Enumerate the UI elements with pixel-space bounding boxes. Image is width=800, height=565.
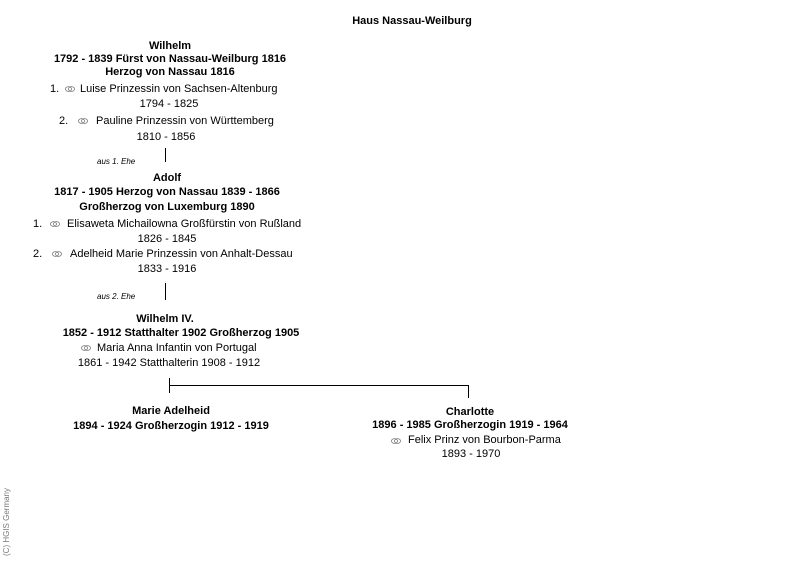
descent-line (165, 283, 166, 300)
gen2-spouse2-number: 2. (33, 248, 43, 260)
gen1-spouse1-name: Luise Prinzessin von Sachsen-Altenburg (80, 83, 278, 95)
gen1-spouse1-dates: 1794 - 1825 (139, 98, 199, 110)
gen1-line2: Herzog von Nassau 1816 (105, 66, 235, 78)
gen2-line2: Großherzog von Luxemburg 1890 (79, 201, 255, 213)
gen1-descent-note: aus 1. Ehe (97, 157, 136, 166)
gen2-descent-note: aus 2. Ehe (97, 292, 136, 301)
gen1-spouse2-name: Pauline Prinzessin von Württemberg (96, 115, 274, 127)
gen4-right-name: Charlotte (445, 406, 495, 418)
marriage-rings-icon (81, 345, 91, 351)
gen2-spouse2-name: Adelheid Marie Prinzessin von Anhalt-Dessau (70, 248, 293, 260)
gen2-name: Adolf (152, 172, 182, 184)
gen3-name: Wilhelm IV. (136, 313, 194, 325)
gen4-right-line1: 1896 - 1985 Großherzogin 1919 - 1964 (372, 419, 568, 431)
marriage-rings-icon (65, 86, 75, 92)
gen2-spouse1-number: 1. (33, 218, 43, 230)
copyright-notice: (C) HGIS Germany (2, 487, 11, 556)
descent-line (165, 148, 166, 162)
gen1-name: Wilhelm (148, 40, 192, 52)
marriage-rings-icon (78, 118, 88, 124)
gen4-right-spouse-dates: 1893 - 1970 (441, 448, 501, 460)
gen1-line1: 1792 - 1839 Fürst von Nassau-Weilburg 1816 (53, 53, 287, 65)
marriage-rings-icon (52, 251, 62, 257)
gen2-spouse2-dates: 1833 - 1916 (137, 263, 197, 275)
marriage-rings-icon (50, 221, 60, 227)
gen3-spouse-dates: 1861 - 1942 Statthalterin 1908 - 1912 (77, 357, 261, 369)
gen4-right-spouse-name: Felix Prinz von Bourbon-Parma (408, 434, 561, 446)
marriage-rings-icon (391, 438, 401, 444)
page-title: Haus Nassau-Weilburg (352, 15, 472, 27)
branch-line-right (468, 385, 469, 398)
gen1-spouse2-dates: 1810 - 1856 (136, 131, 196, 143)
gen2-line1: 1817 - 1905 Herzog von Nassau 1839 - 1866 (54, 186, 280, 198)
gen3-spouse-name: Maria Anna Infantin von Portugal (97, 342, 257, 354)
gen2-spouse1-name: Elisaweta Michailowna Großfürstin von Rußland (67, 218, 302, 230)
gen1-spouse1-number: 1. (50, 83, 60, 95)
gen4-left-name: Marie Adelheid (132, 405, 210, 417)
gen2-spouse1-dates: 1826 - 1845 (137, 233, 197, 245)
gen4-left-line1: 1894 - 1924 Großherzogin 1912 - 1919 (73, 420, 269, 432)
gen1-spouse2-number: 2. (59, 115, 69, 127)
sibling-connector (169, 385, 469, 386)
gen3-line1: 1852 - 1912 Statthalter 1902 Großherzog 1905 (62, 327, 300, 339)
